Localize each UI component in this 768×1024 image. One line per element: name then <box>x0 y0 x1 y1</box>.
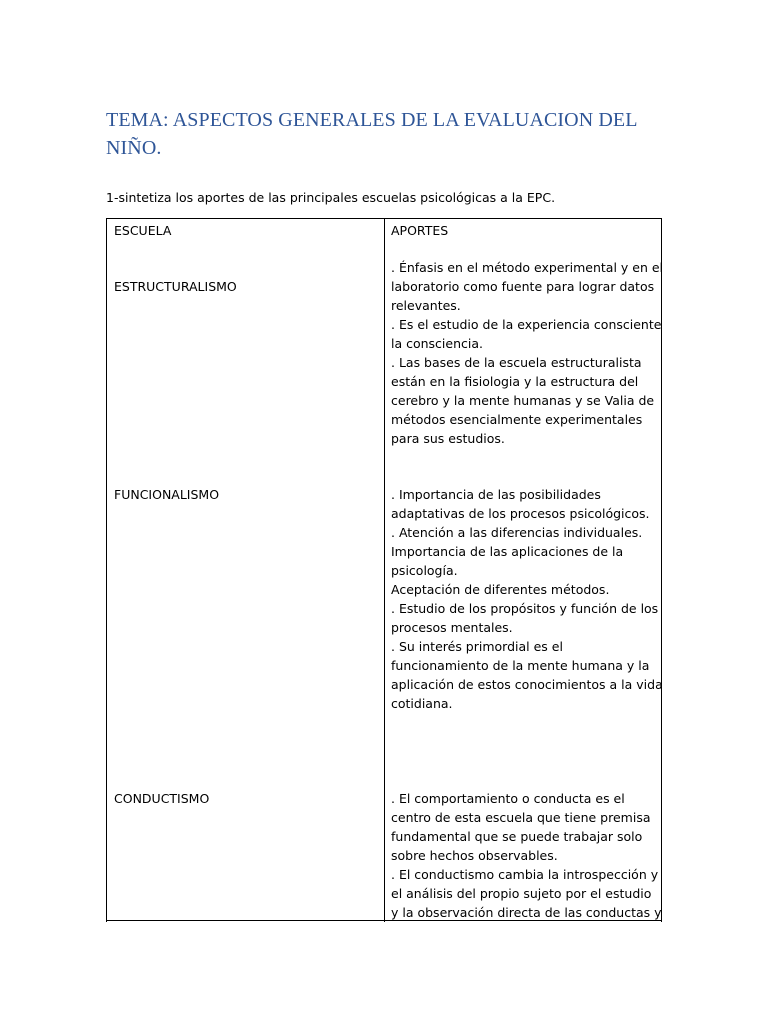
aporte-line: cerebro y la mente humanas y se Valia de <box>391 393 655 408</box>
aporte-line: . Énfasis en el método experimental y en el <box>391 260 664 275</box>
question-text: 1-sintetiza los aportes de las principales escuelas psicológicas a la EPC. <box>106 190 556 205</box>
aporte-line: . Las bases de la escuela estructuralista <box>391 355 642 370</box>
aporte-line: . El comportamiento o conducta es el <box>391 791 625 806</box>
aporte-line: relevantes. <box>391 298 461 313</box>
aporte-line: . Es el estudio de la experiencia consciente <box>391 317 662 332</box>
aportes-estructuralismo <box>391 258 663 448</box>
school-name-conductismo: CONDUCTISMO <box>114 791 210 806</box>
aporte-line: . Atención a las diferencias individuales. <box>391 525 643 540</box>
aporte-line: centro de esta escuela que tiene premisa <box>391 810 651 825</box>
aporte-line: Importancia de las aplicaciones de la <box>391 544 624 559</box>
aporte-line: . Su interés primordial es el <box>391 639 563 654</box>
aporte-line: la consciencia. <box>391 336 483 351</box>
aporte-line: el análisis del propio sujeto por el estudio <box>391 886 652 901</box>
aporte-line: . El conductismo cambia la introspección y <box>391 867 659 882</box>
aporte-line: funcionamiento de la mente humana y la <box>391 658 650 673</box>
schools-table <box>106 218 662 922</box>
aporte-line: psicología. <box>391 563 458 578</box>
aporte-line: y la observación directa de las conductas y <box>391 905 662 920</box>
header-aportes: APORTES <box>391 223 449 238</box>
aporte-line: fundamental que se puede trabajar solo <box>391 829 643 844</box>
aporte-line: están en la fisiologia y la estructura del <box>391 374 639 389</box>
title-line-1: TEMA: ASPECTOS GENERALES DE LA EVALUACION DEL <box>106 109 638 131</box>
aporte-line: . Estudio de los propósitos y función de los <box>391 601 659 616</box>
aporte-line: . Importancia de las posibilidades <box>391 487 601 502</box>
aporte-line: procesos mentales. <box>391 620 513 635</box>
aporte-line: adaptativas de los procesos psicológicos. <box>391 506 650 521</box>
title-line-2: NIÑO. <box>106 137 162 159</box>
aporte-line: cotidiana. <box>391 696 453 711</box>
aporte-line: para sus estudios. <box>391 431 505 446</box>
school-name-funcionalismo: FUNCIONALISMO <box>114 487 220 502</box>
aporte-line: laboratorio como fuente para lograr datos <box>391 279 655 294</box>
aporte-line: aplicación de estos conocimientos a la vida <box>391 677 663 692</box>
aporte-line: métodos esencialmente experimentales <box>391 412 643 427</box>
column-divider <box>384 219 385 922</box>
aporte-line: sobre hechos observables. <box>391 848 558 863</box>
aportes-conductismo <box>391 789 662 922</box>
school-name-estructuralismo: ESTRUCTURALISMO <box>114 279 237 294</box>
document-title <box>106 106 666 162</box>
header-escuela: ESCUELA <box>114 223 172 238</box>
aportes-funcionalismo <box>391 485 663 713</box>
aporte-line: Aceptación de diferentes métodos. <box>391 582 610 597</box>
